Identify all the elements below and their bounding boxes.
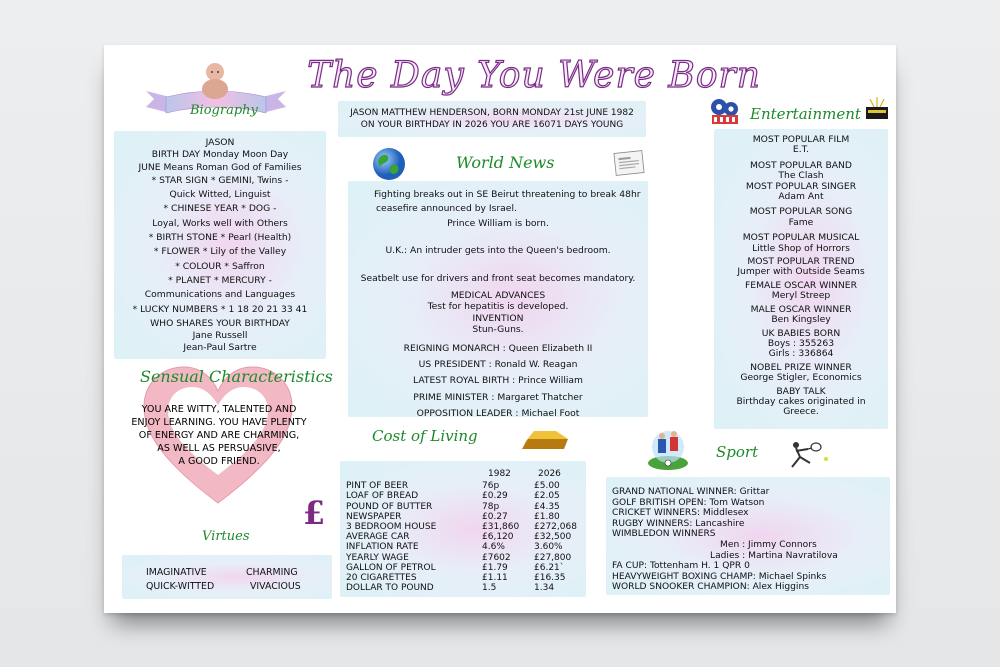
news-line: U.K.: An intruder gets into the Queen's bedroom. [385,245,611,257]
virtues-heading: Virtues [202,529,250,544]
bio-line: * PLANET * MERCURY - [168,274,272,286]
entertainment-panel [714,129,888,429]
cost-cell-y1982: £0.27 [482,511,508,522]
sport-line: HEAVYWEIGHT BOXING CHAMP: Michael Spinks [612,571,827,582]
cost-cell-y1982: £0.29 [482,491,508,502]
col-1982: 1982 [488,469,511,479]
entertainment-heading: Entertainment [750,105,861,123]
bio-line: JASON [205,137,235,148]
ent-line: Greece. [783,406,819,418]
cost-cell-y1982: £7602 [482,552,511,563]
sport-line: RUGBY WINNERS: Lancashire [612,518,745,529]
sensual-text [116,403,322,468]
cost-cell-y1982: 4.6% [482,542,505,553]
cost-cell-y1982: 1.5 [482,583,497,594]
sport-heading: Sport [716,443,759,461]
ent-line: MOST POPULAR SONG [749,206,853,218]
sport-line: FA CUP: Tottenham H. 1 QPR 0 [612,561,750,572]
cost-row [346,563,584,573]
cost-row [346,553,584,563]
cost-cell-y1982: 76p [482,481,500,492]
bio-line: Jane Russell [192,330,248,342]
cost-cell-y2026: £6.21` [534,562,565,573]
sport-line: GRAND NATIONAL WINNER: Grittar [612,487,770,497]
news-line: US PRESIDENT : Ronald W. Reagan [418,359,578,371]
ent-line: MOST POPULAR SINGER [745,180,857,192]
cost-cell-item: DOLLAR TO POUND [346,583,434,594]
news-line: Test for hepatitis is developed. [427,301,569,313]
bio-line: * LUCKY NUMBERS * 1 18 20 21 33 41 [132,303,308,315]
cost-cell-item: AVERAGE CAR [346,532,410,543]
ent-line: BABY TALK [776,385,826,397]
biography-panel [114,131,326,359]
news-line: Prince William is born. [447,217,549,229]
ent-line: Fame [788,216,814,228]
header-line: ON YOUR BIRTHDAY IN 2026 YOU ARE 16071 DAYS YOUNG [360,120,624,130]
bio-line: * CHINESE YEAR * DOG - [163,203,277,215]
bio-line: Quick Witted, Linguist [169,189,271,201]
cost-cell-y2026: £2.05 [534,491,560,502]
cost-cell-item: 20 CIGARETTES [346,573,417,584]
cost-cell-item: 3 BEDROOM HOUSE [346,522,437,533]
cost-row [346,573,584,583]
biography-text [114,131,326,355]
cost-cell-item: LOAF OF BREAD [346,491,419,502]
ent-line: Ben Kingsley [771,314,831,326]
cost-row [346,481,584,491]
ent-line: Birthday cakes originated in [736,395,866,407]
news-line: REIGNING MONARCH : Queen Elizabeth II [403,342,593,354]
bio-line: * STAR SIGN * GEMINI, Twins - [151,174,289,186]
pound-sign-icon [298,493,330,531]
cost-cell-y2026: £16.35 [534,573,566,584]
poster-title: The Day You Were Born [307,55,761,96]
cost-header-row [346,469,584,479]
ent-line: FEMALE OSCAR WINNER [745,279,857,291]
cost-row [346,491,584,501]
cost-row [346,532,584,542]
ent-line: MOST POPULAR FILM [752,134,850,145]
virtue-item: QUICK-WITTED [146,581,215,592]
entertainment-text [714,129,888,418]
bio-line: * FLOWER * Lily of the Valley [153,246,287,258]
ent-line: MOST POPULAR BAND [749,159,852,171]
sensual-line: OF ENERGY AND ARE CHARMING, [138,430,300,441]
cost-cell-y1982: £1.11 [482,573,508,584]
cost-cell-y2026: £27,800 [534,552,572,563]
cost-of-living-heading: Cost of Living [372,427,478,445]
biography-heading: Biography [190,103,258,118]
cost-cell-y1982: £6,120 [482,532,514,543]
cost-row [346,583,584,593]
gold-bar-icon [516,427,570,453]
news-line: INVENTION [472,312,524,324]
ent-line: MOST POPULAR TREND [747,256,855,268]
news-line: OPPOSITION LEADER : Michael Foot [416,408,580,420]
ent-line: NOBEL PRIZE WINNER [750,361,852,373]
cost-cell-y1982: £31,860 [482,522,520,533]
news-line: Fighting breaks out in SE Beirut threatening to break 48hr [374,189,641,200]
ent-line: Little Shop of Horrors [752,242,850,254]
cost-cell-item: POUND OF BUTTER [346,501,433,512]
ent-line: Jumper with Outside Seams [737,266,865,278]
cost-cell-y2026: £1.80 [534,511,560,522]
sport-line: GOLF BRITISH OPEN: Tom Watson [612,497,765,508]
news-line: MEDICAL ADVANCES [450,290,546,302]
bio-line: Communications and Languages [144,289,296,301]
ent-line: George Stigler, Economics [740,372,862,384]
cost-rows [346,481,584,593]
sport-line: WORLD SNOOKER CHAMPION: Alex Higgins [612,582,809,593]
news-line: LATEST ROYAL BIRTH : Prince William [412,375,584,387]
cost-cell-y2026: £272,068 [534,522,577,533]
sport-line: Ladies : Martina Navratilova [710,550,838,561]
svg-text:£: £ [302,494,326,531]
tennis-player-icon [782,441,832,471]
sport-line: WIMBLEDON WINNERS [612,529,716,540]
col-2026: 2026 [538,469,561,479]
sensual-line: YOU ARE WITTY, TALENTED AND [141,404,297,415]
bio-line: JUNE Means Roman God of Families [138,161,302,173]
sport-line: Men : Jimmy Connors [720,539,817,550]
news-line: ceasefire announced by Israel. [376,203,517,215]
birthday-poster [104,45,896,613]
ent-line: Girls : 336864 [768,348,834,360]
world-news-heading: World News [456,153,555,172]
cost-cell-y1982: £1.79 [482,562,508,573]
bio-line: WHO SHARES YOUR BIRTHDAY [150,317,290,329]
hollywood-icon [864,95,890,123]
sensual-line: A GOOD FRIEND. [178,456,260,467]
world-news-panel [348,181,648,420]
sport-text [606,477,890,593]
cost-cell-y1982: 78p [482,501,500,512]
cost-cell-y2026: £32,500 [534,532,572,543]
bio-line: BIRTH DAY Monday Moon Day [151,149,289,161]
ent-line: Boys : 355263 [767,337,835,349]
film-reel-icon [708,97,742,127]
cost-cell-item: GALLON OF PETROL [346,562,436,573]
sport-panel [606,477,890,595]
ent-line: MALE OSCAR WINNER [750,303,852,315]
sport-line: CRICKET WINNERS: Middlesex [612,508,749,519]
sensual-line: AS WELL AS PERSUASIVE, [157,443,281,454]
virtue-item: VIVACIOUS [250,581,301,592]
ent-line: E.T. [792,144,810,156]
newspaper-icon [612,149,646,177]
baby-icon [196,61,234,101]
news-line: Seatbelt use for drivers and front seat becomes mandatory. [360,272,636,284]
cost-cell-y2026: £4.35 [534,501,560,512]
cost-row [346,502,584,512]
ent-line: Meryl Streep [771,290,831,302]
virtues-panel [122,555,332,599]
cost-row [346,512,584,522]
cost-row [346,542,584,552]
virtue-item: IMAGINATIVE [146,567,207,578]
globe-icon [372,147,406,181]
virtue-item: CHARMING [246,567,298,578]
header-panel [338,101,646,137]
bio-line: Loyal, Works well with Others [152,217,288,229]
cost-row [346,522,584,532]
bio-line: * COLOUR * Saffron [175,260,265,272]
ent-line: Adam Ant [778,191,824,203]
cost-of-living-panel [340,461,586,597]
cost-cell-y2026: 1.34 [534,583,555,594]
cost-table [346,469,584,593]
sensual-heading: Sensual Characteristics [140,367,333,386]
header-line: JASON MATTHEW HENDERSON, BORN MONDAY 21st JUNE 1982 [350,108,634,118]
ent-line: The Clash [778,170,824,182]
ent-line: MOST POPULAR MUSICAL [742,232,860,244]
ent-line: UK BABIES BORN [761,327,841,339]
cost-cell-y2026: 3.60% [534,542,563,553]
football-icon [646,429,690,471]
cost-cell-item: INFLATION RATE [346,542,419,553]
cost-cell-item: NEWSPAPER [346,511,402,522]
cost-cell-item: PINT OF BEER [346,481,409,492]
world-news-text [348,181,648,420]
bio-line: * BIRTH STONE * Pearl (Health) [148,232,292,244]
news-line: PRIME MINISTER : Margaret Thatcher [413,391,583,403]
cost-cell-y2026: £5.00 [534,481,560,492]
sensual-line: ENJOY LEARNING. YOU HAVE PLENTY [131,417,307,428]
cost-cell-item: YEARLY WAGE [346,552,409,563]
news-line: Stun-Guns. [472,324,524,336]
bio-line: Jean-Paul Sartre [183,342,257,354]
